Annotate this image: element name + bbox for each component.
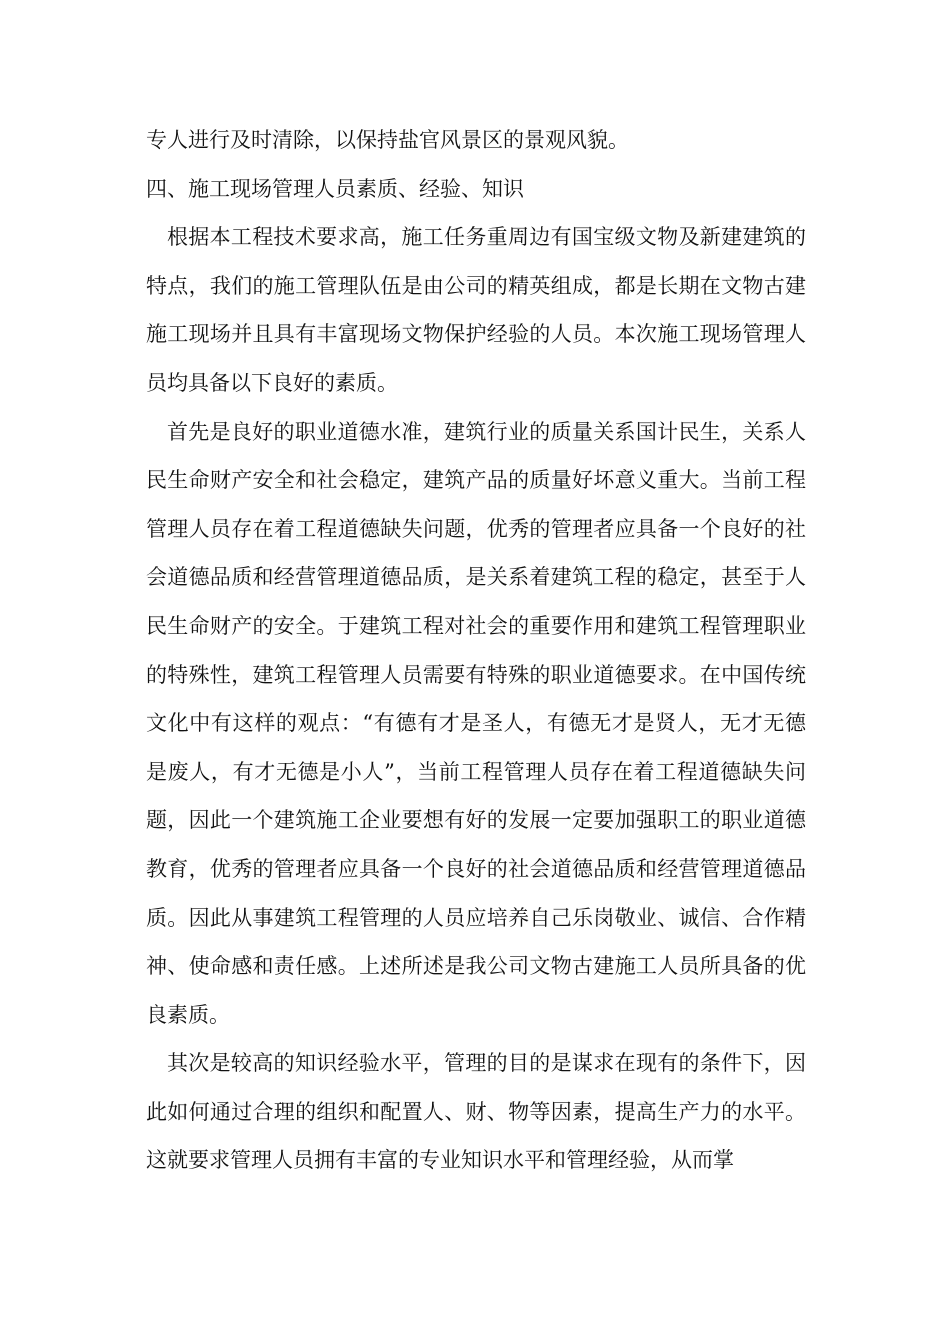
section-heading: 四、施工现场管理人员素质、经验、知识 bbox=[146, 176, 524, 201]
paragraph-knowledge-experience: 其次是较高的知识经验水平，管理的目的是谋求在现有的条件下，因此如何通过合理的组织和配置人、财、物等因素，提高生产力的水平。这就要求管理人员拥有丰富的专业知识水平和管理经验，从而掌 bbox=[146, 1051, 806, 1173]
paragraph-professional-ethics: 首先是良好的职业道德水准，建筑行业的质量关系国计民生，关系人民生命财产安全和社会稳定，建筑产品的质量好坏意义重大。当前工程管理人员存在着工程道德缺失问题，优秀的管理者应具备一个良好的社会道德品质和经营管理道德品质，是关系着建筑工程的稳定，甚至于人民生命财产的安全。于建筑工程对社会的重要作用和建筑工程管理职业的特殊性，建筑工程管理人员需要有特殊的职业道德要求。在中国传统文化中有这样的观点：“有德有才是圣人，有德无才是贤人，无才无德是废人，有才无德是小人”，当前工程管理人员存在着工程道德缺失问题，因此一个建筑施工企业要想有好的发展一定要加强职工的职业道德教育，优秀的管理者应具备一个良好的社会道德品质和经营管理道德品质。因此从事建筑工程管理的人员应培养自己乐岗敬业、诚信、合作精神、使命感和责任感。上述所述是我公司文物古建施工人员所具备的优良素质。 bbox=[146, 419, 806, 1027]
paragraph-continuation: 专人进行及时清除，以保持盐官风景区的景观风貌。 bbox=[146, 128, 629, 152]
document-body bbox=[146, 116, 806, 1185]
paragraph-team-overview: 根据本工程技术要求高，施工任务重周边有国宝级文物及新建建筑的特点，我们的施工管理队伍是由公司的精英组成，都是长期在文物古建施工现场并且具有丰富现场文物保护经验的人员。本次施工现场管理人员均具备以下良好的素质。 bbox=[146, 225, 806, 395]
